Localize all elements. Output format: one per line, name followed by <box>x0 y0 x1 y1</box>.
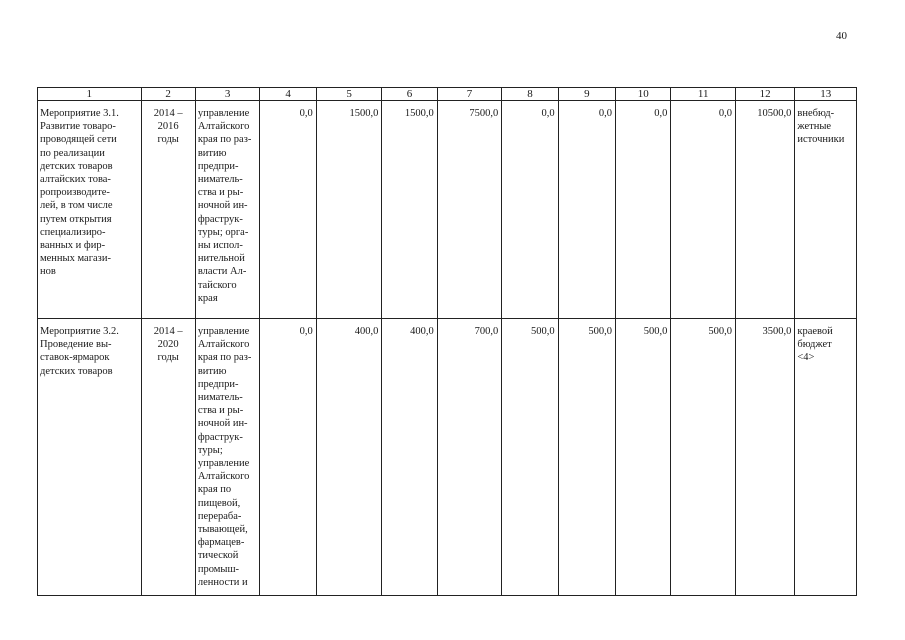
value-cell: 500,0 <box>616 319 671 596</box>
value-cell: 1500,0 <box>316 101 382 319</box>
value-cell: 10500,0 <box>735 101 794 319</box>
measure-name: Мероприятие 3.2. Проведение вы- ставок-ярмарок детских товаров <box>40 326 119 377</box>
value-cell: 400,0 <box>382 319 437 596</box>
value-cell: 0,0 <box>671 101 736 319</box>
header-cell: 10 <box>616 88 671 101</box>
header-cell: 4 <box>260 88 316 101</box>
header-cell: 6 <box>382 88 437 101</box>
value-cell: 400,0 <box>316 319 382 596</box>
measure-period: 2014 – 2020 годы <box>153 326 183 364</box>
value-cell: 0,0 <box>502 101 558 319</box>
value-cell: 0,0 <box>260 101 316 319</box>
header-cell: 1 <box>38 88 142 101</box>
header-cell: 11 <box>671 88 736 101</box>
value-cell: 1500,0 <box>382 101 437 319</box>
value-cell: 0,0 <box>616 101 671 319</box>
page-number: 40 <box>836 30 847 42</box>
measure-name: Мероприятие 3.1. Развитие товаро- проводящей сети по реализации детских товаров алтайских това- ропроизводите- лей, в том числе путем открытия специализиро- ванных и фир- менных магази- нов <box>40 108 119 278</box>
funding-source: внебюд- жетные источники <box>797 108 845 146</box>
header-cell: 7 <box>437 88 502 101</box>
value-cell: 500,0 <box>502 319 558 596</box>
value-cell: 0,0 <box>558 101 615 319</box>
header-cell: 5 <box>316 88 382 101</box>
program-table <box>37 87 857 596</box>
header-cell: 2 <box>141 88 195 101</box>
header-row <box>38 88 857 101</box>
header-cell: 8 <box>502 88 558 101</box>
funding-source: краевой бюджет <4> <box>797 326 833 364</box>
table-row <box>38 101 857 319</box>
measure-executor: управление Алтайского края по раз- витию предпри- ниматель- ства и ры- ночной ин- фраструк- туры; орга- ны испол- нительной власти Ал- тайского края <box>197 108 252 304</box>
header-cell: 3 <box>195 88 260 101</box>
value-cell: 500,0 <box>558 319 615 596</box>
value-cell: 7500,0 <box>437 101 502 319</box>
header-cell: 9 <box>558 88 615 101</box>
measure-executor: управление Алтайского края по раз- витию предпри- ниматель- ства и ры- ночной ин- фраструк- туры; управление Алтайского края по пищевой, перераба- тывающей, фармацев- тической промыш- ленности и <box>197 326 252 588</box>
value-cell: 0,0 <box>260 319 316 596</box>
header-cell: 13 <box>795 88 857 101</box>
table-row <box>38 319 857 596</box>
header-cell: 12 <box>735 88 794 101</box>
value-cell: 700,0 <box>437 319 502 596</box>
value-cell: 500,0 <box>671 319 736 596</box>
value-cell: 3500,0 <box>735 319 794 596</box>
measure-period: 2014 – 2016 годы <box>153 108 183 146</box>
